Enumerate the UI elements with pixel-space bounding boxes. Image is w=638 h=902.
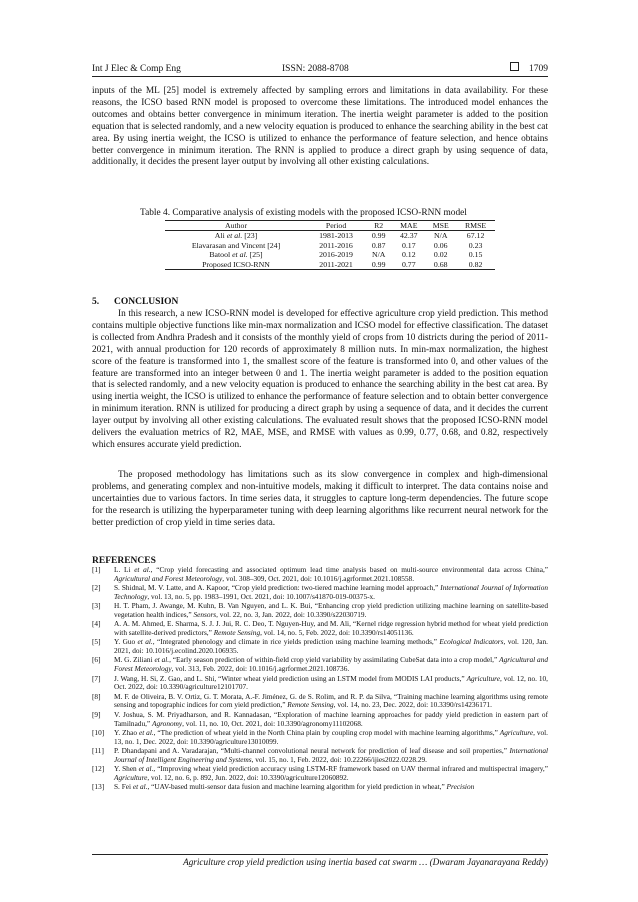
page-number-block — [510, 62, 548, 76]
ref-details: , vol. 12, no. 6, p. 892, Jun. 2022, doi: 10.3390/agriculture12060892. — [147, 772, 349, 782]
table-header-row — [165, 221, 495, 231]
comparison-table — [165, 220, 495, 270]
reference-number: [5] — [92, 637, 101, 647]
reference-item — [92, 729, 548, 747]
reference-number: [3] — [92, 601, 101, 611]
reference-number: [11] — [92, 745, 104, 755]
ref-details: , vol. 14, no. 23, Dec. 2022, doi: 10.3390/rs14236171. — [333, 700, 492, 710]
ref-text: Y. Zhao — [114, 727, 139, 737]
author-cell — [165, 231, 307, 241]
ref-text: , “UAV-based multi-sensor data fusion and machine learning algorithm for yield prediction in wheat,” — [147, 782, 447, 792]
ref-text: S. Fei — [114, 782, 133, 792]
running-title: Agriculture crop yield prediction using inertia based cat swarm … (Dwaram Jayanarayana Reddy) — [183, 857, 548, 867]
author-text: Ali — [214, 231, 227, 241]
journal-name: Int J Elec & Comp Eng — [92, 64, 181, 74]
author-ref: [23] — [242, 231, 258, 241]
ref-venue: Agricultural and Forest Meteorology — [114, 573, 223, 583]
ref-text: S. Shidnal, M. V. Latte, and A. Kapoor, “Crop yield prediction: two-tiered machine learning model approach,” — [114, 583, 441, 593]
ref-venue: Sensors — [193, 609, 217, 619]
author-ref: [25] — [247, 250, 263, 260]
table-row — [165, 231, 495, 241]
ref-etal: et al. — [137, 637, 153, 647]
ref-text: , “Improving wheat yield prediction accuracy using LSTM-RF framework based on UAV thermal infrared and multispectral imagery,” — [153, 764, 548, 774]
ref-venue: Precision — [446, 782, 475, 792]
author-etal: et al. — [232, 250, 248, 260]
ref-venue: Agronomy — [152, 718, 183, 728]
mae-cell: 42.37 — [400, 231, 418, 241]
ref-details: , vol. 22, no. 3, Jan. 2022, doi: 10.3390/s22030719. — [216, 609, 367, 619]
conclusion-heading — [92, 296, 178, 308]
reference-number: [9] — [92, 709, 101, 719]
mse-cell: 0.68 — [425, 260, 456, 270]
rmse-cell: 0.23 — [468, 240, 483, 250]
section-number: 5. — [92, 297, 100, 307]
reference-number: [8] — [92, 691, 101, 701]
r2-cell: 0.87 — [371, 240, 386, 250]
ref-text: M. G. Ziliani — [114, 655, 155, 665]
reference-item — [92, 584, 548, 602]
rmse-cell: 0.82 — [456, 260, 495, 270]
period-cell: 2011-2021 — [307, 260, 365, 270]
references-list — [92, 566, 548, 792]
r2-cell: 0.99 — [365, 260, 392, 270]
ref-details: , vol. 13, no. 1, Dec. 2022, doi: 10.3390/agriculture13010099. — [114, 727, 548, 746]
reference-item — [92, 711, 548, 729]
author-text: Elavarasan and Vincent [24] — [191, 240, 281, 250]
ref-etal: et al. — [154, 655, 170, 665]
mse-cell: 0.02 — [433, 250, 448, 260]
ref-venue: Agricultural and Forest Meteorology — [114, 655, 548, 674]
issn-label: ISSN: 2088-8708 — [282, 64, 349, 74]
reference-number: [10] — [92, 727, 105, 737]
reference-item — [92, 675, 548, 693]
period-cell: 2011-2016 — [319, 240, 353, 250]
period-cell: 2016-2019 — [319, 250, 353, 260]
mse-cell: 0.06 — [433, 240, 448, 250]
ref-text: P. Dhandapani and A. Varadarajan, “Multi-channel convolutional neural network for prediction of leaf disease and soil properties,” — [114, 745, 510, 755]
table-header-cell: R2 — [365, 221, 392, 231]
table-header-cell: MSE — [425, 221, 456, 231]
ref-text: L. Li — [114, 565, 135, 574]
reference-item — [92, 602, 548, 620]
reference-item — [92, 765, 548, 783]
period-cell: 1981-2013 — [319, 231, 353, 241]
ref-venue: Remote Sensing — [287, 700, 334, 710]
reference-number: [13] — [92, 782, 105, 792]
reference-item — [92, 747, 548, 765]
ref-text: Y. Shen — [114, 764, 139, 774]
rmse-cell: 67.12 — [466, 231, 485, 241]
ref-text: , “Early season prediction of within-field crop yield variability by assimilating CubeSat data into a crop model,” — [169, 655, 500, 665]
author-text: Proposed ICSO-RNN — [202, 259, 270, 269]
reference-number: [6] — [92, 655, 101, 665]
ref-details: , vol. 12, no. 10, Oct. 2022, doi: 10.3390/agriculture12101707. — [114, 673, 548, 692]
ref-venue: Agriculture — [114, 772, 148, 782]
page-header — [92, 62, 548, 77]
reference-item — [92, 566, 548, 584]
reference-item — [92, 783, 548, 792]
table-header-cell: Period — [307, 221, 365, 231]
table-header-cell: MAE — [392, 221, 425, 231]
checkbox-square-icon — [510, 62, 519, 71]
table-caption: Table 4. Comparative analysis of existing models with the proposed ICSO-RNN model — [140, 208, 467, 218]
reference-number: [7] — [92, 673, 101, 683]
ref-details: , vol. 313, Feb. 2022, doi: 10.1016/j.agrformet.2021.108736. — [171, 664, 350, 674]
ref-etal: et al. — [138, 727, 154, 737]
ref-text: Y. Guo — [114, 637, 138, 647]
page-number: 1709 — [529, 64, 548, 74]
reference-item — [92, 656, 548, 674]
ref-etal: et al. — [134, 565, 151, 574]
table-row — [165, 241, 495, 250]
ref-text: V. Joshua, S. M. Priyadharson, and R. Kannadasan, “Exploration of machine learning approaches for paddy yield prediction in eastern part of Tamilnadu,” — [114, 709, 548, 728]
mae-cell: 0.77 — [392, 260, 425, 270]
rmse-cell: 0.15 — [468, 250, 483, 260]
ref-venue: International Journal of Information Technology — [114, 583, 548, 601]
mae-cell: 0.12 — [401, 250, 416, 260]
reference-number: [1] — [92, 565, 101, 574]
ref-text: J. Wang, H. Si, Z. Gao, and L. Shi, “Winter wheat yield prediction using an LSTM model from MODIS LAI products,” — [114, 673, 467, 683]
table-header-cell: RMSE — [456, 221, 495, 231]
reference-item — [92, 638, 548, 656]
ref-details: , vol. 120, Jan. 2021, doi: 10.1016/j.ecolind.2020.106935. — [114, 637, 548, 656]
r2-cell: 0.99 — [371, 231, 386, 241]
ref-text: , “Integrated phenology and climate in rice yields prediction using machine learning methods,” — [152, 637, 440, 647]
ref-etal: et al. — [132, 782, 148, 792]
table-row — [165, 260, 495, 270]
intro-paragraph: inputs of the ML [25] model is extremely affected by sampling errors and limitations in data availability. For these reasons, the ICSO based RNN model is proposed to overcome these limitations. The introduced model enhances the outcomes and obtains better convergence in minimum iteration. The inertia weight parameter is added to the position equation that is selected randomly, and a new velocity equation is produced to enhance the searching ability in the best cat area. By using inertia weight, the ICSO is utilized to enhance the performance of feature selection, and hence obtains better convergence in minimum iteration. The RNN is applied to produce a direct graph by using sequence of data, additionally, it decides the present layer output by involving all other existing calculations. — [92, 86, 548, 168]
table-header-cell: Author — [165, 221, 307, 231]
ref-text: , “Crop yield forecasting and associated optimum lead time analysis based on multi-source environmental data across China,” — [150, 565, 549, 574]
ref-details: , vol. 14, no. 5, Feb. 2022, doi: 10.3390/rs14051136. — [260, 628, 414, 638]
ref-etal: et al. — [138, 764, 154, 774]
ref-venue: Agriculture — [499, 727, 534, 737]
ref-details: , vol. 15, no. 1, Feb. 2022, doi: 10.22266/ijies2022.0228.29. — [251, 754, 427, 764]
author-text: Batool — [209, 250, 233, 260]
ref-details: , vol. 11, no. 10, Oct. 2021, doi: 10.3390/agronomy11102068. — [182, 718, 363, 728]
mae-cell: 0.17 — [401, 240, 416, 250]
author-etal: et al. — [226, 231, 243, 241]
reference-number: [2] — [92, 583, 101, 593]
ref-details: , vol. 308–309, Oct. 2021, doi: 10.1016/j.agrformet.2021.108558. — [222, 573, 415, 583]
r2-cell: N/A — [371, 250, 386, 260]
ref-text: A. A. M. Ahmed, E. Sharma, S. J. J. Jui, R. C. Deo, T. Nguyen-Huy, and M. Ali, “Kernel ridge regression hybrid method for wheat yield prediction with satellite-derived predictors,” — [114, 619, 548, 638]
ref-venue: Ecological Indicators — [439, 637, 504, 647]
references-heading: REFERENCES — [92, 556, 156, 566]
author-cell — [165, 241, 307, 250]
conclusion-paragraph-2: The proposed methodology has limitations such as its slow convergence in complex and high-dimensional problems, and generating complex and non-intuitive models, making it difficult to interpret. The data contains noise and uncertainties due to various factors. In time series data, it struggles to capture long-term dependencies. The future scope for the research is utilizing the hyperparameter tuning with deep learning algorithms like recurrent neural network for the better prediction of crop yield in time series data. — [92, 470, 548, 528]
ref-venue: Agriculture — [466, 673, 500, 683]
author-cell — [165, 260, 307, 270]
conclusion-paragraph-1: In this research, a new ICSO-RNN model is developed for effective agriculture crop yield prediction. This method contains multiple objective functions like min-max normalization and ICSO model for effective classification. The dataset is collected from Andhra Pradesh and it consists of the monthly yield of crops from 10 districts during the period of 2011-2021, with annual production for 120 records of approximately 8 million nuts. In min-max normalization, the highest score of the feature is transformed into 1, the smallest score of the feature is transformed into 0, and other values of the feature are transformed into an integer between 0 and 1. The inertia weight parameter is added to the position equation that is selected randomly, and a new velocity equation is produced to enhance the searching ability in the best cat area. By using inertia weight, the ICSO is utilized to enhance the performance of feature selection and to obtain better convergence in minimum iteration. RNN is utilized for producing a direct graph by using a sequence of data, and it decides the current layer output by involving all other existing calculations. The evaluated result shows that the proposed ICSO-RNN model delivers the evaluation metrics of R2, MAE, MSE, and RMSE with values as 0.99, 0.77, 0.68, and 0.82, respectively which ensures accurate yield prediction. — [92, 309, 548, 450]
ref-text: M. F. de Oliveira, B. V. Ortiz, G. T. Morata, A.-F. Jiménez, G. de S. Rolim, and R. P. da Silva, “Training machine learning algorithms using remote sensing and topographic indices for corn yield prediction,” — [114, 691, 548, 710]
author-cell — [165, 250, 307, 259]
ref-venue: International Journal of Intelligent Engineering and Systems — [114, 745, 548, 764]
ref-details: , vol. 13, no. 5, pp. 1983–1991, Oct. 2021, doi: 10.1007/s41870-019-00375-x. — [147, 591, 375, 601]
ref-venue: Remote Sensing — [213, 628, 261, 638]
page-footer — [92, 854, 548, 867]
reference-item — [92, 620, 548, 638]
reference-number: [12] — [92, 764, 105, 774]
ref-text: , “The prediction of wheat yield in the North China plain by coupling crop model with machine learning algorithms,” — [153, 727, 500, 737]
ref-text: H. T. Pham, J. Awange, M. Kuhn, B. Van Nguyen, and L. K. Bui, “Enhancing crop yield prediction utilizing machine learning on satellite-based vegetation health indices,” — [114, 601, 548, 619]
table-row — [165, 250, 495, 259]
section-title: CONCLUSION — [114, 297, 179, 307]
mse-cell: N/A — [434, 231, 448, 241]
reference-number: [4] — [92, 619, 101, 629]
reference-item — [92, 693, 548, 711]
